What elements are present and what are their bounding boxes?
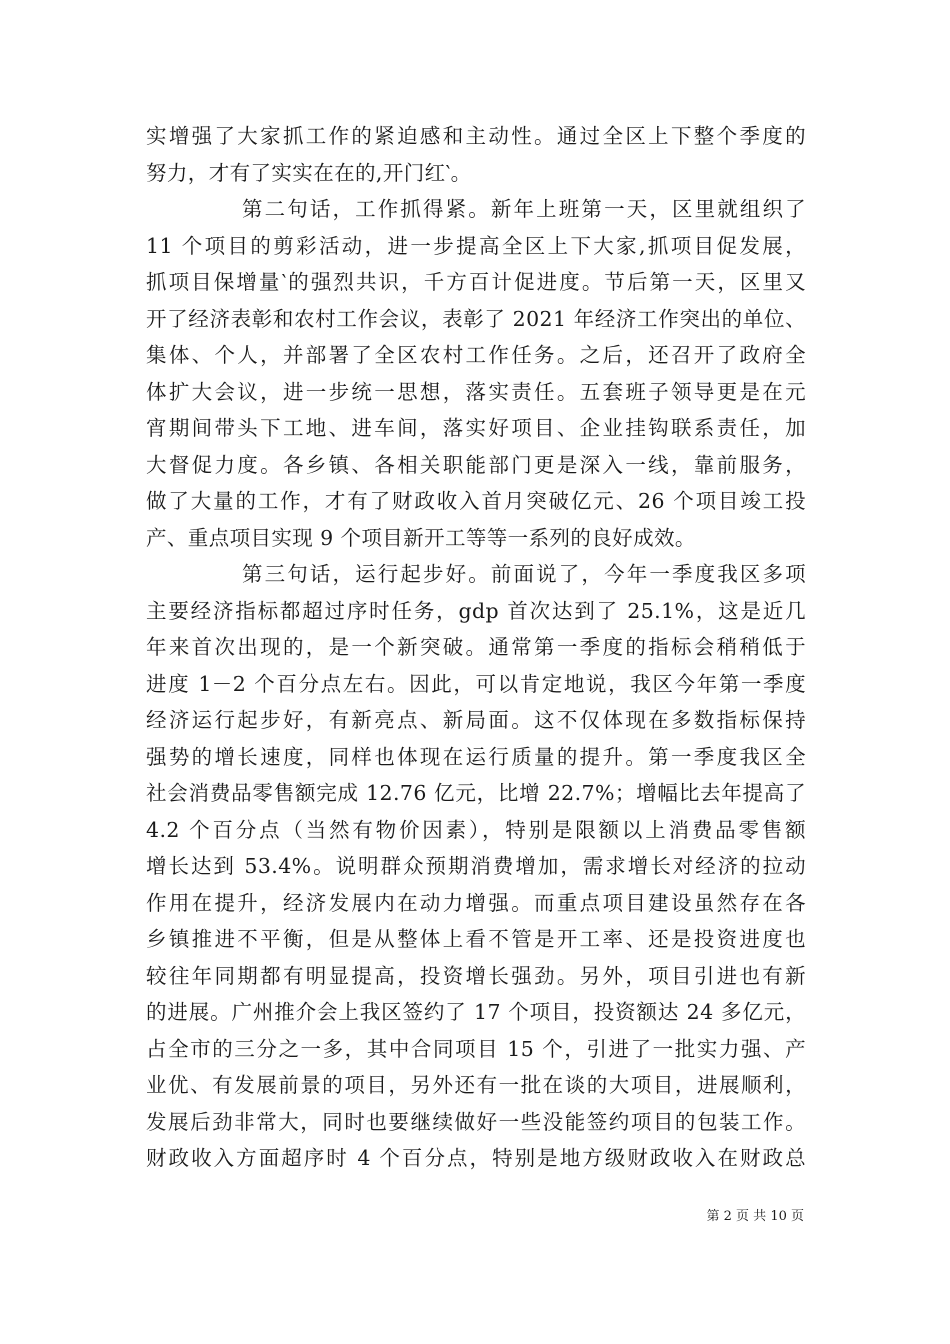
text-line: 宵期间带头下工地、进车间，落实好项目、企业挂钩联系责任，加 [146, 416, 806, 440]
text-line: 主要经济指标都超过序时任务，gdp 首次达到了 25.1%，这是近几 [146, 598, 806, 623]
text-line: 体扩大会议，进一步统一思想，落实责任。五套班子领导更是在元 [146, 379, 806, 404]
text-line: 实增强了大家抓工作的紧迫感和主动性。通过全区上下整个季度的 [146, 124, 806, 148]
text-line: 进度 1－2 个百分点左右。因此，可以肯定地说，我区今年第一季度 [146, 671, 806, 696]
text-line: 发展后劲非常大，同时也要继续做好一些没能签约项目的包装工作。 [146, 1109, 806, 1134]
text-line: 增长达到 53.4%。说明群众预期消费增加，需求增长对经济的拉动 [146, 854, 806, 878]
text-line: 占全市的三分之一多，其中合同项目 15 个，引进了一批实力强、产 [146, 1036, 806, 1061]
paragraph-start-line: 第三句话，运行起步好。前面说了，今年一季度我区多项 [242, 562, 806, 586]
text-line: 产、重点项目实现 9 个项目新开工等等一系列的良好成效。 [146, 525, 696, 550]
text-line: 开了经济表彰和农村工作会议，表彰了 2021 年经济工作突出的单位、 [146, 306, 806, 331]
text-line: 乡镇推进不平衡，但是从整体上看不管是开工率、还是投资进度也 [146, 927, 806, 951]
text-line: 集体、个人，并部署了全区农村工作任务。之后，还召开了政府全 [146, 343, 806, 367]
text-line: 抓项目保增量‵的强烈共识，千方百计促进度。节后第一天，区里又 [146, 270, 806, 294]
body-text [146, 118, 806, 1177]
text-line: 4.2 个百分点（当然有物价因素），特别是限额以上消费品零售额 [146, 817, 806, 842]
text-line: 财政收入方面超序时 4 个百分点，特别是地方级财政收入在财政总 [146, 1146, 806, 1170]
text-line: 业优、有发展前景的项目，另外还有一批在谈的大项目，进展顺利， [146, 1073, 806, 1097]
text-line: 经济运行起步好，有新亮点、新局面。这不仅体现在多数指标保持 [146, 708, 806, 732]
page-number: 第 2 页 共 10 页 [706, 1209, 804, 1224]
text-line: 做了大量的工作，才有了财政收入首月突破亿元、26 个项目竣工投 [146, 489, 806, 513]
text-line: 努力，才有了实实在在的,开门红‵。 [146, 160, 472, 185]
text-line: 强势的增长速度，同样也体现在运行质量的提升。第一季度我区全 [146, 744, 806, 769]
text-line: 年来首次出现的，是一个新突破。通常第一季度的指标会稍稍低于 [146, 635, 806, 659]
text-line: 社会消费品零售额完成 12.76 亿元，比增 22.7%；增幅比去年提高了 [146, 781, 806, 805]
paragraph-start-line: 第二句话，工作抓得紧。新年上班第一天，区里就组织了 [242, 197, 806, 221]
text-line: 大督促力度。各乡镇、各相关职能部门更是深入一线，靠前服务， [146, 452, 806, 477]
text-line: 的进展。广州推介会上我区签约了 17 个项目，投资额达 24 多亿元， [146, 1000, 806, 1024]
text-line: 11 个项目的剪彩活动，进一步提高全区上下大家,抓项目促发展， [146, 233, 806, 258]
text-line: 较往年同期都有明显提高，投资增长强劲。另外，项目引进也有新 [146, 963, 806, 988]
text-line: 作用在提升，经济发展内在动力增强。而重点项目建设虽然存在各 [146, 890, 806, 915]
